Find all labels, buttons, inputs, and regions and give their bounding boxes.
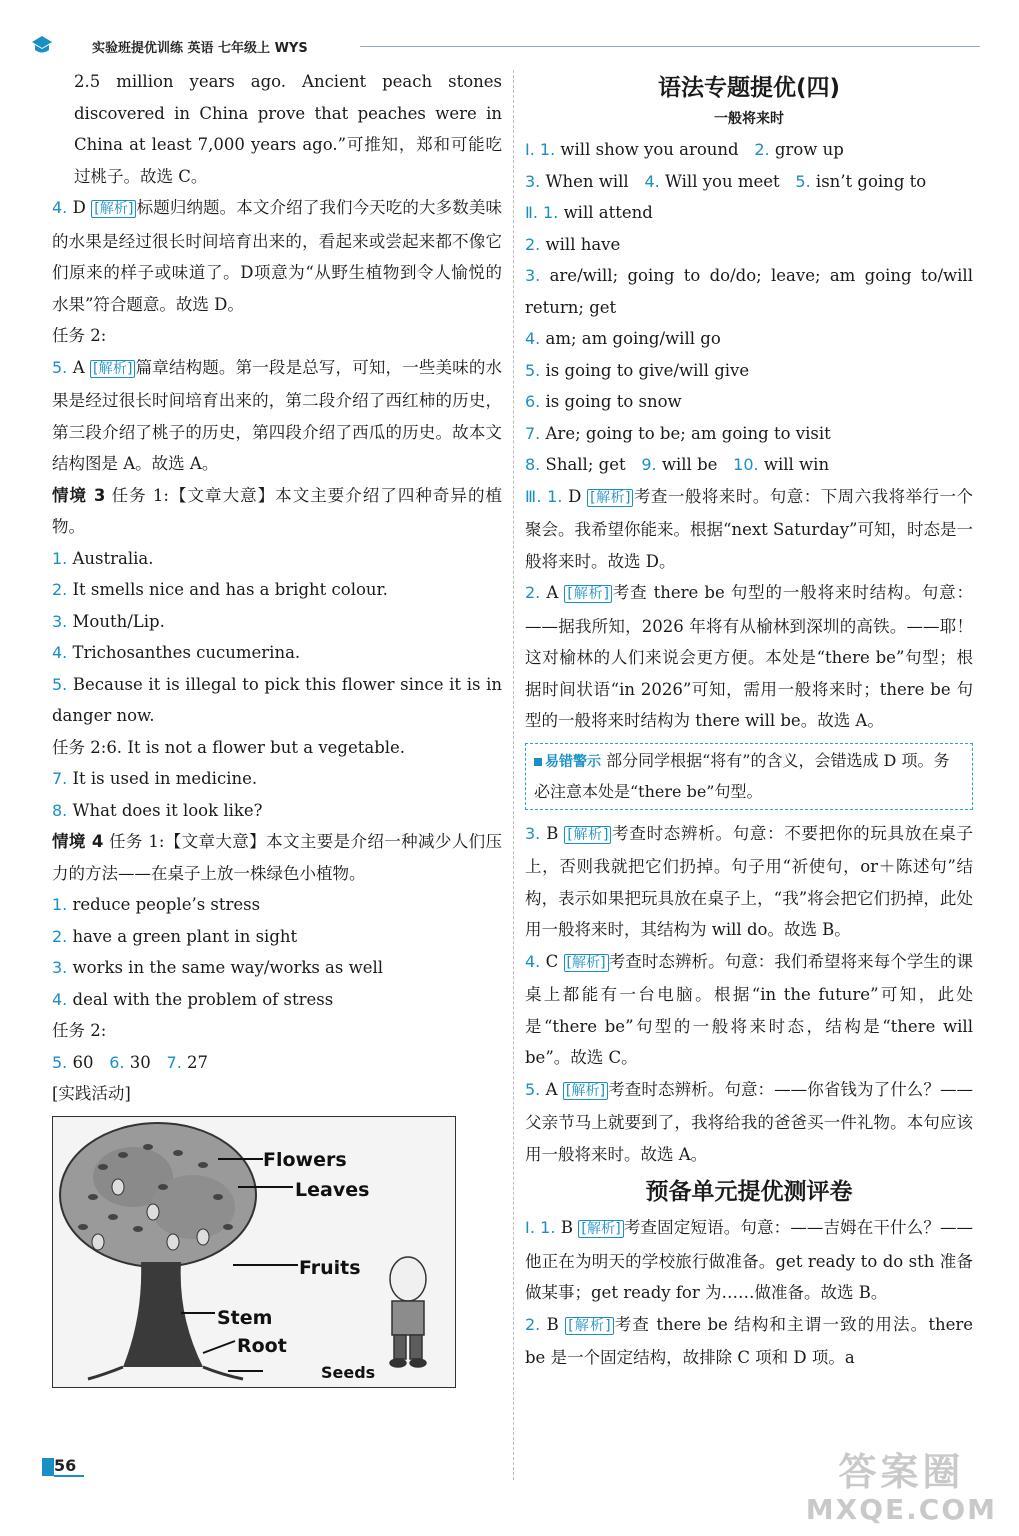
warning-text: 部分同学根据“将有”的含义，会错选成 D 项。务必注意本处是“there be”句型。 bbox=[534, 750, 950, 801]
list-item: 4. deal with the problem of stress bbox=[52, 989, 334, 1009]
analysis-tag: [解析] bbox=[564, 826, 611, 844]
question-block: 5. A [解析] 考查时态辨析。句意：——你省钱为了什么？——父亲节马上就要到了，我将给我的爸爸买一件礼物。本句应该用一般将来时。故选 A。 bbox=[525, 1079, 973, 1164]
continued-text: 2.5 million years ago. Ancient peach stones discovered in China prove that peaches were in China at least 7,000 years ago.”可推知，郑和可能吃过桃子。故选 C。 bbox=[74, 72, 502, 186]
task-2-label: 任务 2: bbox=[52, 326, 107, 345]
analysis-tag: [解析] bbox=[564, 954, 609, 972]
question-block: 2. A [解析] 考查 there be 句型的一般将来时结构。句意：——据我所知，2026 年将有从榆林到深圳的高铁。——耶！这对榆林的人们来说会更方便。本处是“there be”句型；根据时间状语“in 2026”可知，需用一般将来时；there be 句型的一般将来时结构为 there will be。故选 A。 bbox=[525, 583, 973, 730]
list-item: 1. reduce people’s stress bbox=[52, 895, 261, 914]
question-block: Ⅲ. 1. D [解析] 考查一般将来时。句意：下周六我将举行一个聚会。我希望你能来。根据“next Saturday”可知，时态是一般将来时。故选 D。 bbox=[525, 486, 974, 571]
label-seeds: Seeds bbox=[321, 1362, 376, 1382]
answer-line: 7. Are; going to be; am going to visit bbox=[525, 423, 831, 443]
analysis-tag: [解析] bbox=[564, 585, 612, 603]
tree-figure bbox=[52, 1116, 456, 1388]
task-2-label: 任务 2: bbox=[52, 1021, 107, 1040]
section-title: 语法专题提优(四) bbox=[657, 75, 841, 101]
answer-line: Ⅰ. 1. will show you around 2. grow up bbox=[525, 140, 844, 159]
analysis-tag: [解析] bbox=[578, 1220, 623, 1238]
question-4: 4. D [解析] 标题归纳题。本文介绍了我们今天吃的大多数美味的水果是经过很长时间培育出来的，看起来或尝起来都不像它们原来的样子或味道了。D项意为“从野生植物到令人愉悦的水果”符合题意。故选 D。 bbox=[52, 198, 502, 314]
list-item: 任务 2:6. It is not a flower but a vegetable. bbox=[52, 737, 406, 757]
list-item: 5. 60 6. 30 7. 27 bbox=[52, 1052, 209, 1072]
answer-line: Ⅱ. 1. will attend bbox=[525, 203, 653, 222]
scenario-4-answers bbox=[52, 889, 502, 1078]
list-item: 3. works in the same way/works as well bbox=[52, 958, 384, 977]
page-header bbox=[30, 30, 980, 60]
header-title: 实验班提优训练 英语 七年级上 WYS bbox=[92, 41, 308, 56]
list-item: 1. Australia. bbox=[52, 548, 154, 568]
label-flowers: Flowers bbox=[263, 1148, 347, 1171]
list-item: 7. It is used in medicine. bbox=[52, 769, 258, 788]
answer-line: 4. am; am going/will go bbox=[525, 329, 721, 348]
list-item: 2. have a green plant in sight bbox=[52, 926, 298, 946]
list-item: 8. What does it look like? bbox=[52, 800, 263, 820]
right-column bbox=[525, 66, 973, 1374]
list-item: 4. Trichosanthes cucumerina. bbox=[52, 643, 301, 662]
scenario-3: 情境 3 任务 1:【文章大意】本文主要介绍了四种奇异的植物。 bbox=[52, 485, 502, 536]
answer-line: 3. When will 4. Will you meet 5. isn’t going to bbox=[525, 171, 927, 191]
answer-line: 3. are/will; going to do/do; leave; am going to/will return; get bbox=[525, 266, 973, 317]
question-block: 2. B [解析] 考查 there be 结构和主谓一致的用法。there be 是一个固定结构，故排除 C 项和 D 项。a bbox=[525, 1314, 974, 1367]
page-number: 56 bbox=[40, 1454, 86, 1480]
label-fruits: Fruits bbox=[299, 1256, 361, 1279]
list-item: 2. It smells nice and has a bright colour. bbox=[52, 580, 388, 599]
scenario-4: 情境 4 任务 1:【文章大意】本文主要是介绍一种减少人们压力的方法——在桌子上放一株绿色小植物。 bbox=[52, 832, 502, 883]
answer-line: 6. is going to snow bbox=[525, 392, 682, 411]
question-5: 5. A [解析] 篇章结构题。第一段是总写，可知，一些美味的水果是经过很长时间培育出来的，第二段介绍了西红柿的历史，第三段介绍了桃子的历史，第四段介绍了西瓜的历史。故本文结构图是 A。故选 A。 bbox=[52, 357, 503, 473]
analysis-tag: [解析] bbox=[587, 489, 633, 507]
label-stem: Stem bbox=[217, 1306, 273, 1329]
error-warning-box bbox=[525, 743, 973, 810]
answer-line: 2. will have bbox=[525, 234, 621, 254]
watermark: 答案圈 MXQE.COM bbox=[805, 1450, 997, 1526]
analysis-tag: [解析] bbox=[563, 1082, 608, 1100]
list-item: 3. Mouth/Lip. bbox=[52, 611, 165, 631]
analysis-tag: [解析] bbox=[90, 360, 135, 378]
warning-square-icon bbox=[534, 758, 542, 766]
analysis-tag: [解析] bbox=[565, 1317, 613, 1335]
scenario-3-answers bbox=[52, 543, 502, 827]
book-logo-icon bbox=[30, 34, 54, 56]
answer-line: 5. is going to give/will give bbox=[525, 360, 750, 380]
column-divider bbox=[513, 70, 514, 1480]
answer-line: 8. Shall; get 9. will be 10. will win bbox=[525, 455, 830, 474]
warning-tag: 易错警示 bbox=[545, 753, 601, 770]
section-subtitle: 一般将来时 bbox=[714, 111, 784, 127]
left-column bbox=[52, 66, 502, 1388]
question-block: 3. B [解析] 考查时态辨析。句意：不要把你的玩具放在桌子上，否则我就把它们扔掉。句子用“祈使句，or＋陈述句”结构，表示如果把玩具放在桌子上，“我”将会把它们扔掉，此处用一般将来时，其结构为 will do。故选 B。 bbox=[525, 823, 973, 939]
analysis-tag: [解析] bbox=[91, 200, 136, 218]
practice-label: [实践活动] bbox=[52, 1084, 131, 1103]
question-block: Ⅰ. 1. B [解析] 考查固定短语。句意：——吉姆在干什么？——他正在为明天的学校旅行做准备。get ready to do sth 准备做某事；get ready for 为……做准备。故选 B。 bbox=[525, 1218, 973, 1302]
section-title-2: 预备单元提优测评卷 bbox=[645, 1179, 853, 1205]
question-block: 4. C [解析] 考查时态辨析。句意：我们希望将来每个学生的课桌上都能有一台电脑。根据“in the future”可知，此处是“there be”句型的一般将来时态，结构是“there will be”。故选 C。 bbox=[525, 951, 974, 1067]
list-item: 5. Because it is illegal to pick this flower since it is in danger now. bbox=[52, 674, 502, 725]
label-root: Root bbox=[237, 1334, 287, 1357]
header-rule bbox=[360, 46, 980, 47]
label-leaves: Leaves bbox=[295, 1178, 370, 1201]
